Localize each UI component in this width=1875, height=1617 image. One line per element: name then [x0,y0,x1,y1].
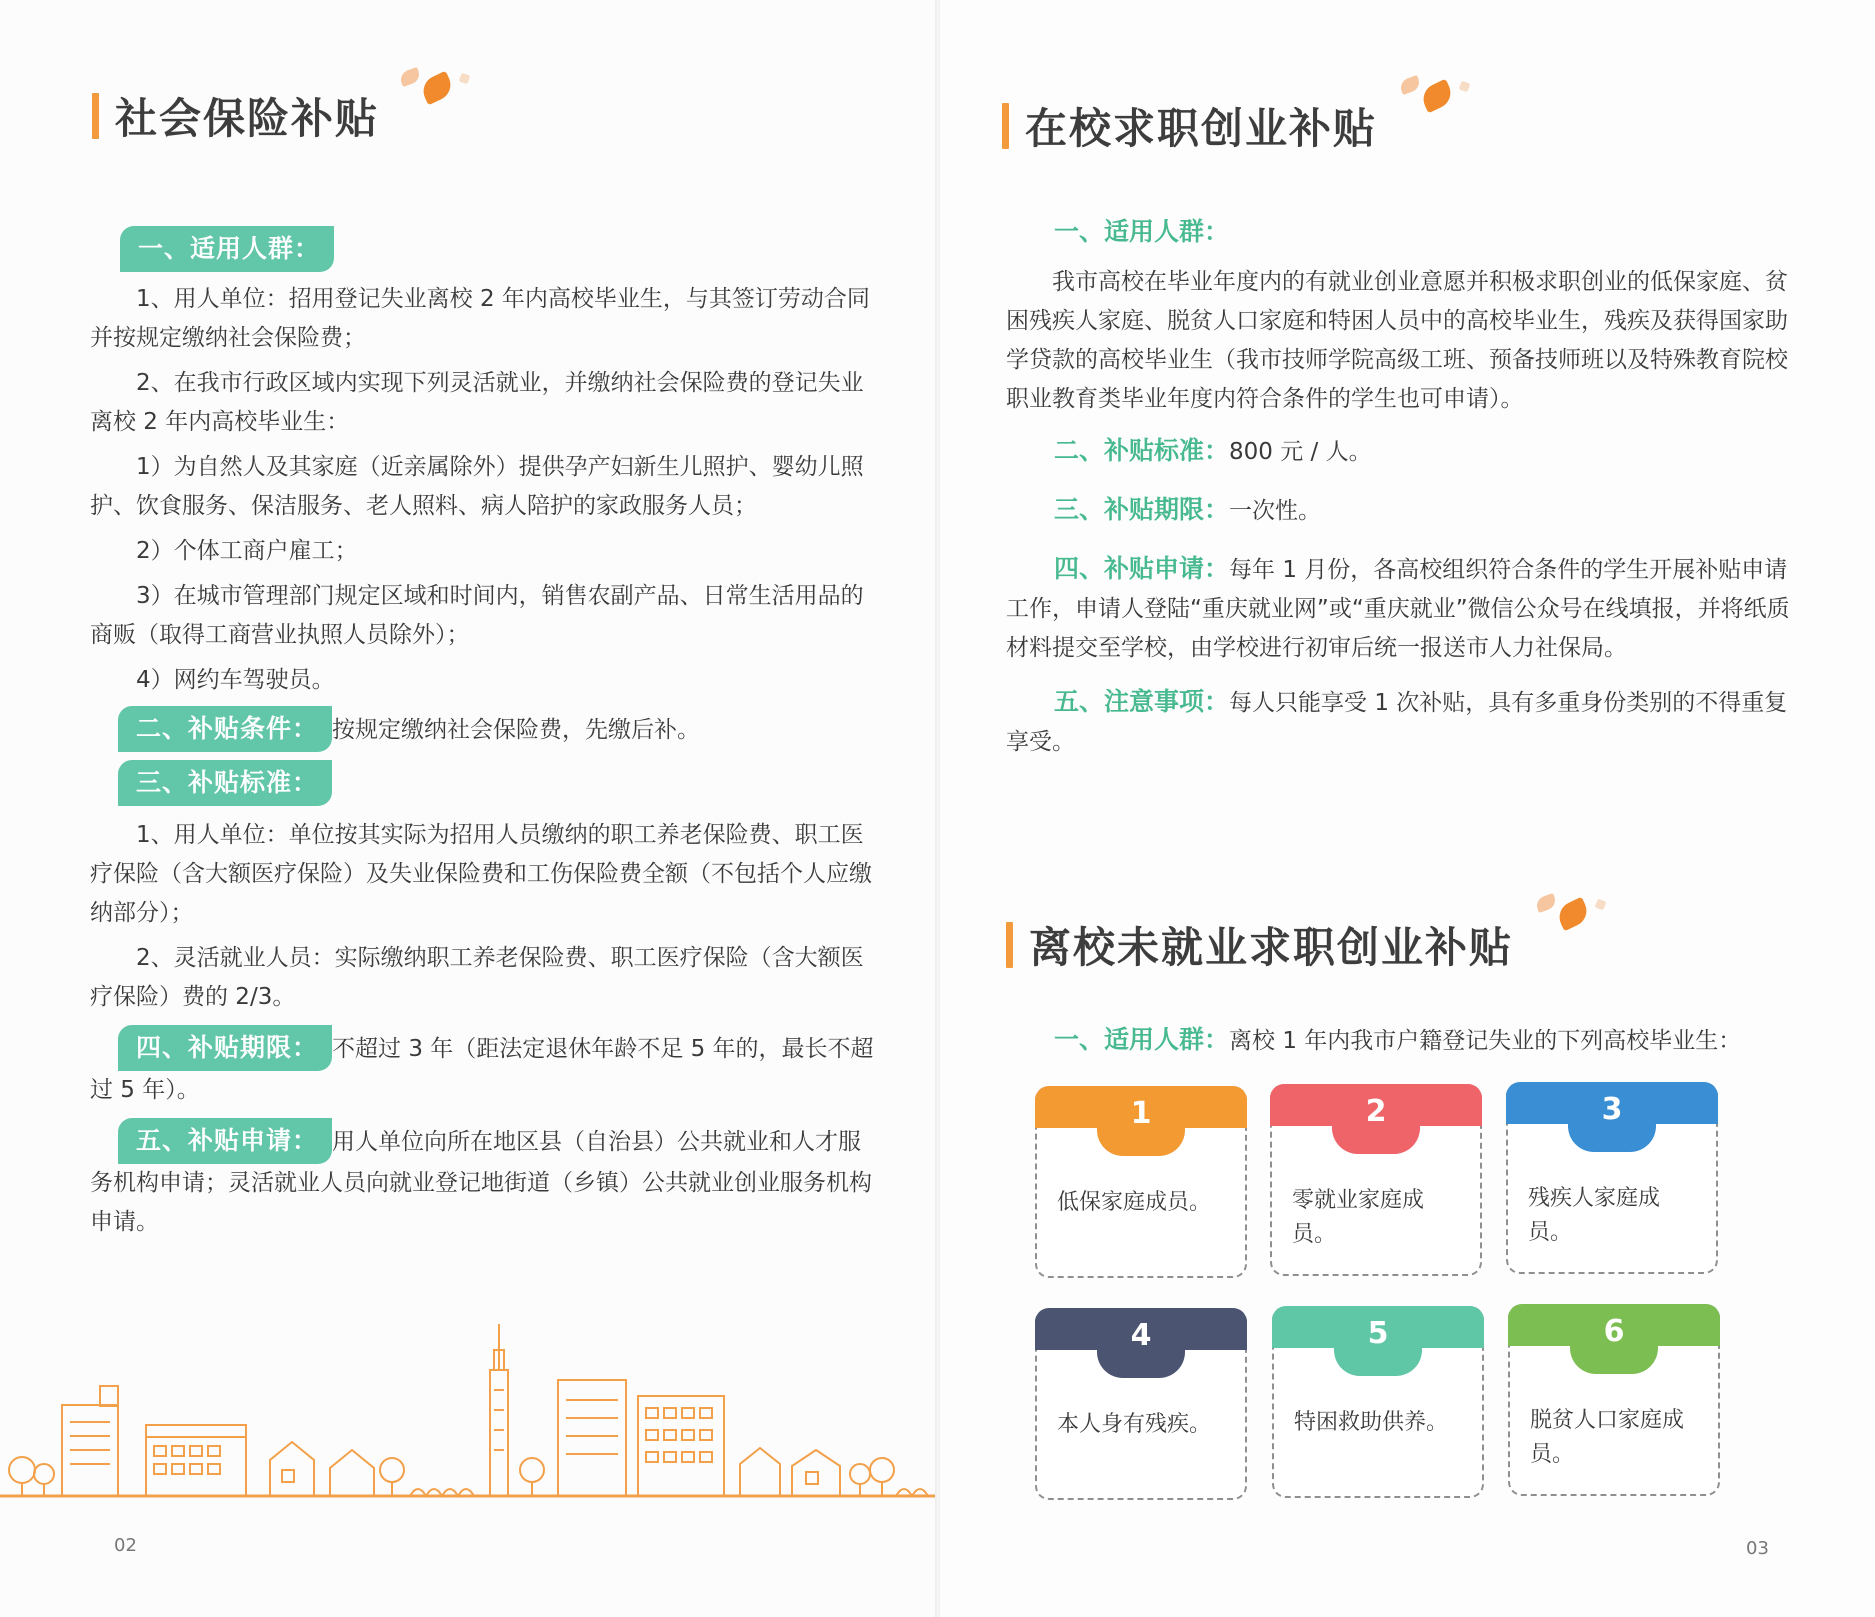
left-page [0,0,937,1617]
paragraph: 离校 1 年内我市户籍登记失业的下列高校毕业生： [1229,1028,1742,1054]
section-label: 四、补贴申请： [1054,554,1230,583]
right-body [1006,212,1810,762]
leaf-decoration-icon [1536,888,1616,938]
paragraph: 3）在城市管理部门规定区域和时间内，销售农副产品、日常生活用品的商贩（取得工商营业执照人员除外）； [90,583,864,648]
section-label: 四、补贴期限： [118,1025,332,1071]
target-group-card [1035,1308,1247,1500]
page-title: 社会保险补贴 [115,94,380,143]
heading-bar [1002,103,1009,149]
card-text: 脱贫人口家庭成员。 [1530,1408,1685,1467]
paragraph: 不超过 3 年（距法定退休年龄不足 5 年的，最长不超过 5 年）。 [90,1036,874,1103]
right-heading-1 [1002,96,1377,156]
leaf-decoration-icon [400,62,480,112]
card-text: 本人身有残疾。 [1057,1412,1212,1437]
paragraph: 800 元 / 人。 [1229,439,1372,465]
target-groups-intro [1054,1020,1814,1061]
card-number: 4 [1130,1318,1152,1353]
card-number: 5 [1367,1316,1389,1351]
left-body [90,226,880,1242]
section-label: 三、补贴期限： [1054,495,1230,524]
card-text: 低保家庭成员。 [1057,1190,1212,1215]
target-group-card [1506,1082,1718,1274]
target-group-card [1272,1306,1484,1498]
card-number: 3 [1601,1092,1623,1127]
paragraph: 用人单位向所在地区县（自治县）公共就业和人才服务机构申请；灵活就业人员向就业登记地街道（乡镇）公共就业创业服务机构申请。 [90,1129,872,1235]
right-heading-2 [1006,915,1513,975]
card-number: 1 [1130,1096,1152,1131]
paragraph: 一次性。 [1229,498,1322,524]
heading-bar [1006,922,1013,968]
page-title: 离校未就业求职创业补贴 [1029,923,1514,972]
leaf-decoration-icon [1400,70,1480,120]
paragraph: 2、在我市行政区域内实现下列灵活就业，并缴纳社会保险费的登记失业离校 2 年内高校毕业生： [90,370,864,435]
section-label: 一、适用人群： [120,226,334,272]
paragraph: 2、灵活就业人员：实际缴纳职工养老保险费、职工医疗保险（含大额医疗保险）费的 2/3。 [90,945,864,1010]
left-heading [92,86,379,146]
card-text: 零就业家庭成员。 [1292,1188,1425,1247]
card-text: 特困救助供养。 [1294,1410,1449,1435]
paragraph: 按规定缴纳社会保险费，先缴后补。 [332,717,701,743]
section-label: 五、补贴申请： [118,1118,332,1164]
heading-bar [92,93,99,139]
section-label: 五、注意事项： [1054,687,1230,716]
paragraph: 我市高校在毕业年度内的有就业创业意愿并积极求职创业的低保家庭、贫困残疾人家庭、脱贫人口家庭和特困人员中的高校毕业生，残疾及获得国家助学贷款的高校毕业生（我市技师学院高级工班、预备技师班以及特殊教育院校职业教育类毕业年度内符合条件的学生也可申请）。 [1006,269,1788,412]
paragraph: 每年 1 月份，各高校组织符合条件的学生开展补贴申请工作，申请人登陆“重庆就业网”或“重庆就业”微信公众号在线填报，并将纸质材料提交至学校，由学校进行初审后统一报送市人力社保局。 [1006,557,1790,661]
section-label: 一、适用人群： [1054,1025,1230,1054]
paragraph: 1、用人单位：招用登记失业离校 2 年内高校毕业生，与其签订劳动合同并按规定缴纳社会保险费； [90,286,870,351]
section-label: 一、适用人群： [1054,217,1230,246]
card-number: 6 [1603,1314,1625,1349]
paragraph: 1）为自然人及其家庭（近亲属除外）提供孕产妇新生儿照护、婴幼儿照护、饮食服务、保洁服务、老人照料、病人陪护的家政服务人员； [90,454,864,519]
target-group-card [1270,1084,1482,1276]
paragraph: 2）个体工商户雇工； [136,538,358,564]
page-number: 03 [1746,1538,1769,1559]
paragraph: 1、用人单位：单位按其实际为招用人员缴纳的职工养老保险费、职工医疗保险（含大额医疗保险）及失业保险费和工伤保险费全额（不包括个人应缴纳部分）； [90,822,872,926]
target-group-card [1508,1304,1720,1496]
paragraph: 每人只能享受 1 次补贴，具有多重身份类别的不得重复享受。 [1006,690,1788,755]
section-label: 二、补贴标准： [1054,436,1230,465]
target-group-card [1035,1086,1247,1278]
page-title: 在校求职创业补贴 [1025,104,1378,153]
section-label: 二、补贴条件： [118,706,332,752]
cityscape-illustration-icon [0,1310,937,1510]
page-number: 02 [114,1535,137,1556]
card-text: 残疾人家庭成员。 [1528,1186,1661,1245]
right-page [940,0,1875,1617]
paragraph: 4）网约车驾驶员。 [136,667,335,693]
card-number: 2 [1365,1094,1387,1129]
section-label: 三、补贴标准： [118,760,332,806]
